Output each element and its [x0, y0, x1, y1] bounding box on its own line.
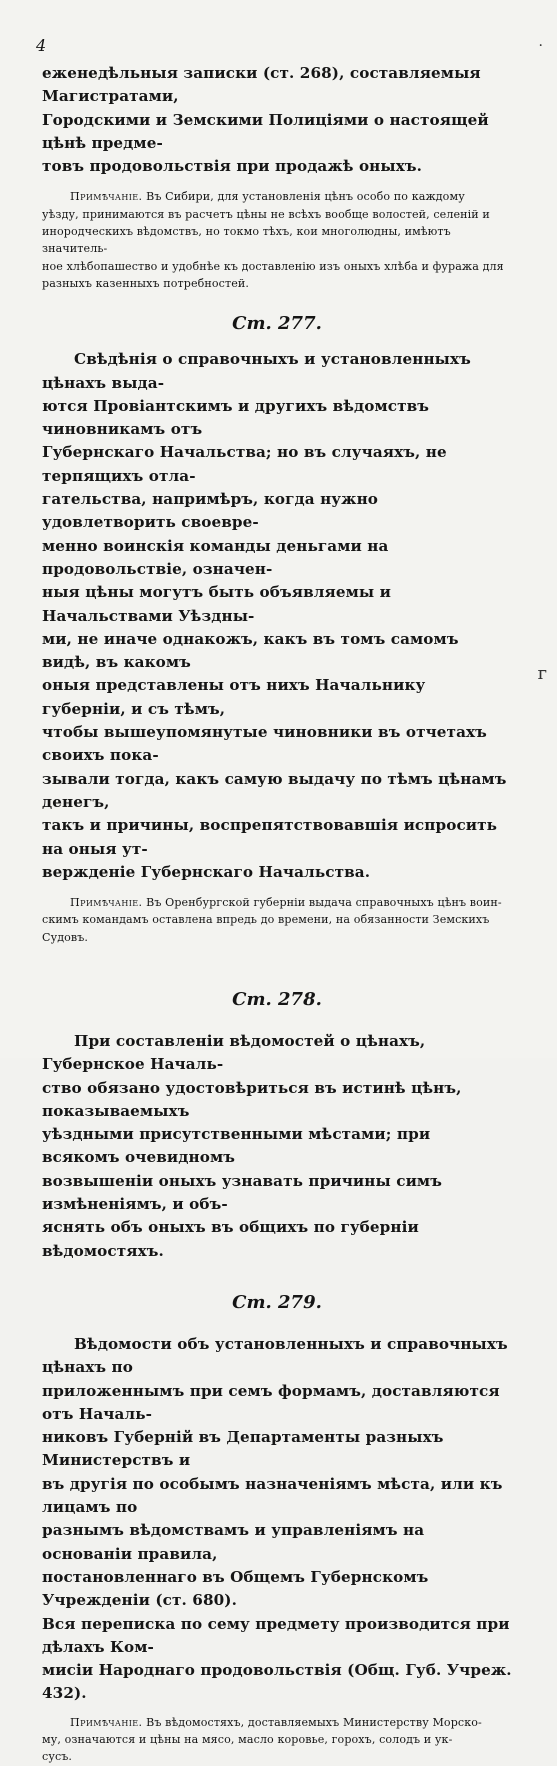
article-278-paragraph: При составленіи вѣдомостей о цѣнахъ, Губернское Началь- ство обязано удостовѣриться въ истинѣ цѣнъ, показываемыхъ уѣздными присутственными мѣстами; при всякомъ очевидномъ возвышеніи оныхъ узнавать причины симъ измѣненіямъ, и объ- яснять объ оныхъ въ общихъ по губерніи вѣдомостяхъ. [42, 1031, 462, 1260]
page-number: 4 [36, 36, 47, 55]
article-277-paragraph: Свѣдѣнія о справочныхъ и установленныхъ цѣнахъ выда- ются Провіантскимъ и другихъ вѣдомствъ чиновникамъ отъ Губернскаго Начальства; но въ случаяхъ, не терпящихъ отла- гательства, напримѣръ, когда нужно удовлетворить своевре- менно воинскія команды деньгами на продовольствіе, означен- ныя цѣны могутъ быть объявляемы и Начальствами Уѣздны- ми, не иначе однакожъ, какъ въ томъ самомъ видѣ, въ какомъ оныя представлены отъ нихъ Начальнику губерніи, и съ тѣмъ, чтобы вышеупомянутые чиновники въ отчетахъ своихъ пока- зывали тогда, какъ самую выдачу по тѣмъ цѣнамъ денегъ, такъ и причины, воспрепятствовавшія испросить на оныя ут- вержденіе Губернскаго Начальства. [42, 350, 507, 881]
article-279-paragraph: Вѣдомости объ установленныхъ и справочныхъ цѣнахъ по приложеннымъ при семъ формамъ, доставляются отъ Началь- никовъ Губерній въ Департаменты разныхъ Министерствъ и въ другія по особымъ назначеніямъ мѣста, или къ лицамъ по разнымъ вѣдомствамъ и управленіямъ на основаніи правила, постановленнаго въ Общемъ Губернскомъ Учрежденіи (ст. 680). Вся переписка по сему предмету производится при дѣлахъ Ком- мисіи Народнаго продовольствія (Общ. Губ. Учреж. 432). [42, 1334, 512, 1703]
intro-paragraph: еженедѣльныя записки (ст. 268), составляемыя Магистратами, Городскими и Земскими Полиціями о настоящей цѣнѣ предме- товъ продовольствія при продажѣ оныхъ. [42, 64, 489, 176]
article-279-heading: Ст. 279. [232, 1291, 322, 1313]
note-3-label: Примѣчаніе. [70, 1715, 143, 1729]
note-1-text: Въ Сибири, для установленія цѣнъ особо по каждому уѣзду, принимаются въ расчетъ цѣны не всѣхъ вообще волостей, селеній и инородческихъ вѣдомствъ, но токмо тѣхъ, кои многолюдны, имѣютъ значитель- ное хлѣбопашество и удобнѣе къ доставленію изъ оныхъ хлѣба и фуража для разныхъ казенныхъ потребностей. [42, 190, 504, 290]
article-277-heading: Ст. 277. [232, 313, 322, 335]
top-edge-mark: · [538, 38, 543, 54]
note-1-label: Примѣчаніе. [70, 190, 143, 204]
right-edge-mark: г [537, 663, 547, 684]
note-1 [42, 188, 512, 292]
note-3-text: Въ вѣдомостяхъ, доставляемыхъ Министерству Морско- му, означаются и цѣны на мясо, масло коровье, горохъ, солодъ и ук- сусъ. [42, 1715, 482, 1764]
note-2-text: Въ Оренбургской губерніи выдача справочныхъ цѣнъ воин- скимъ командамъ оставлена впредь до времени, на обязанности Земскихъ Судовъ. [42, 896, 502, 944]
article-278-heading: Ст. 278. [232, 988, 322, 1010]
page-content [42, 62, 512, 1766]
note-2 [42, 894, 512, 946]
note-2-label: Примѣчаніе. [70, 896, 143, 910]
note-3 [42, 1714, 512, 1766]
